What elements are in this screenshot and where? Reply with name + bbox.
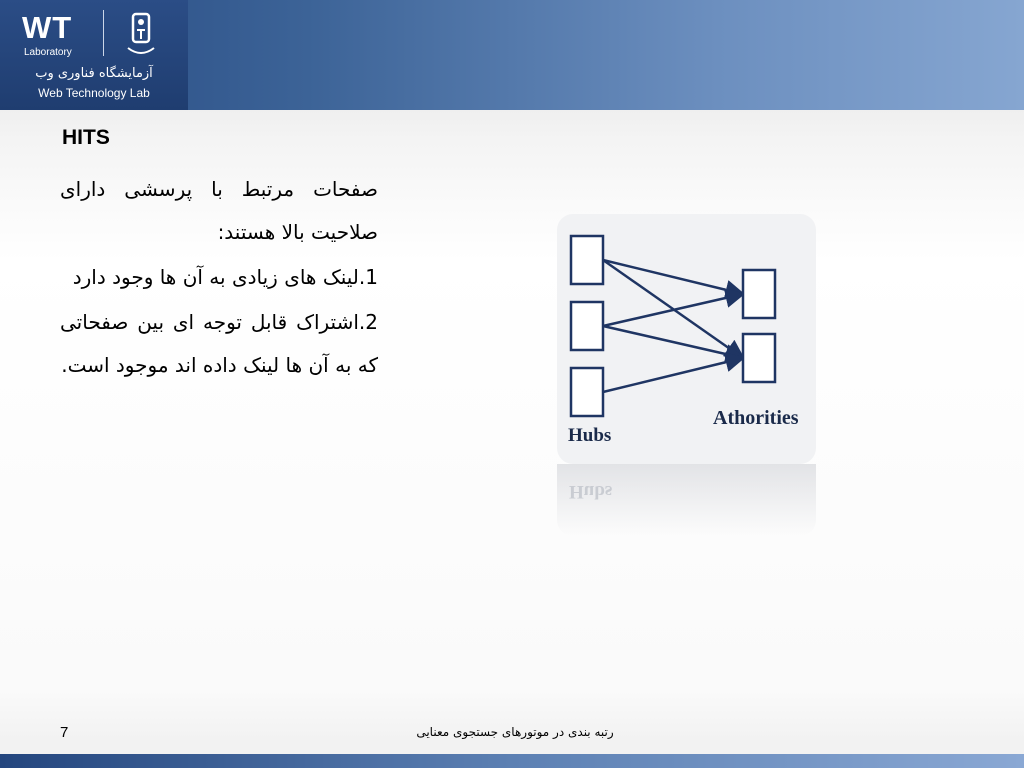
body-paragraph-point-2: 2.اشتراک قابل توجه ای بین صفحاتی که به آن ها لینک داده اند موجود است. bbox=[60, 310, 378, 377]
authority-node-1 bbox=[743, 270, 775, 318]
hubs-label: Hubs bbox=[568, 425, 612, 446]
wt-logo-text: WT bbox=[22, 10, 73, 45]
lab-name-persian: آزمایشگاه فناوری وب bbox=[35, 66, 153, 81]
logo-divider bbox=[103, 10, 104, 56]
edge-hub-3-to-authority-2 bbox=[603, 358, 743, 392]
footer-title: رتبه بندی در موتورهای جستجوی معنایی bbox=[416, 725, 614, 739]
diagram-reflection bbox=[557, 464, 816, 536]
hub-node-1 bbox=[571, 236, 603, 284]
hub-node-3 bbox=[571, 368, 603, 416]
laboratory-text: Laboratory bbox=[24, 47, 72, 58]
body-paragraph-point-1: 1.لینک های زیادی به آن ها وجود دارد bbox=[72, 265, 378, 289]
university-crest-icon bbox=[118, 8, 164, 58]
body-paragraph-intro: صفحات مرتبط با پرسشی دارای صلاحیت بالا هستند: bbox=[60, 177, 378, 244]
header-bar bbox=[0, 0, 1024, 110]
slide-title: HITS bbox=[62, 126, 110, 149]
edge-hub-1-to-authority-1 bbox=[603, 260, 743, 294]
authorities-label: Athorities bbox=[713, 407, 799, 429]
hubs-authorities-diagram bbox=[557, 214, 816, 464]
page-number: 7 bbox=[60, 724, 69, 741]
hub-node-2 bbox=[571, 302, 603, 350]
reflection-text: Hubs bbox=[569, 481, 613, 502]
lab-name-english: Web Technology Lab bbox=[38, 86, 150, 100]
authority-node-2 bbox=[743, 334, 775, 382]
edge-hub-2-to-authority-1 bbox=[603, 294, 743, 326]
footer-bar bbox=[0, 754, 1024, 768]
slide-body bbox=[60, 168, 378, 389]
lab-logo[interactable] bbox=[0, 0, 188, 110]
